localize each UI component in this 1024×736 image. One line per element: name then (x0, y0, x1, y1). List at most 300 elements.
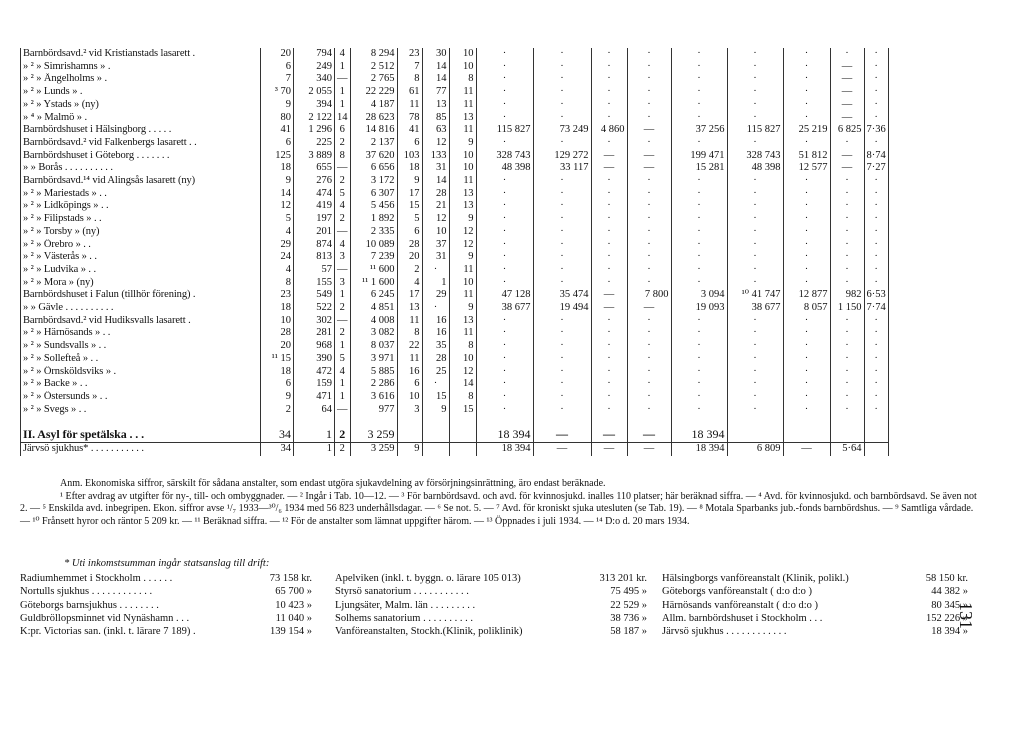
table-cell: · (591, 226, 627, 239)
footer-col-2 (335, 572, 647, 638)
table-cell: 3 259 (350, 443, 397, 456)
table-cell: 10 (449, 48, 476, 61)
table-cell: · (533, 99, 591, 112)
grant-amount: 139 154 » (270, 626, 312, 638)
table-cell: 12 (449, 226, 476, 239)
table-cell: 10 (449, 61, 476, 74)
table-cell: · (864, 200, 888, 213)
row-label: » ² » Västerås » . . (21, 251, 261, 264)
table-row (21, 86, 889, 99)
table-cell: · (627, 353, 671, 366)
table-cell: · (727, 188, 783, 201)
table-cell: 8 (397, 327, 422, 340)
table-cell: · (533, 200, 591, 213)
grant-amount: 11 040 » (275, 612, 312, 624)
footer-col-3 (662, 572, 968, 638)
table-cell: · (727, 213, 783, 226)
table-cell: 6·53 (864, 289, 888, 302)
table-cell: 968 (294, 340, 335, 353)
table-cell: · (864, 188, 888, 201)
grant-recipient: Göteborgs vanföreanstalt ( d:o d:o ) (662, 586, 812, 598)
row-label: » ² » Östersunds » . . (21, 391, 261, 404)
table-cell: — (627, 443, 671, 456)
grant-recipient: Styrsö sanatorium . . . . . . . . . . . (335, 586, 469, 598)
table-cell: · (727, 378, 783, 391)
table-cell: · (783, 277, 830, 290)
grant-recipient: Solhems sanatorium . . . . . . . . . . (335, 612, 473, 624)
table-row (21, 226, 889, 239)
table-cell: 29 (422, 289, 449, 302)
footer-grant-row (335, 612, 647, 625)
table-cell: 4 187 (350, 99, 397, 112)
table-cell: 47 128 (476, 289, 533, 302)
table-cell: 13 (449, 315, 476, 328)
table-cell: 281 (294, 327, 335, 340)
table-cell: · (864, 213, 888, 226)
table-cell: 394 (294, 99, 335, 112)
table-cell: · (864, 353, 888, 366)
table-cell: 19 093 (671, 302, 727, 315)
table-cell: · (671, 226, 727, 239)
table-cell: · (476, 315, 533, 328)
table-cell: 11 (449, 86, 476, 99)
table-row (21, 99, 889, 112)
table-cell: — (830, 61, 864, 74)
grant-amount: 58 187 » (610, 626, 647, 638)
table-cell: · (627, 175, 671, 188)
table-cell: — (591, 302, 627, 315)
table-cell: · (864, 73, 888, 86)
table-cell: 155 (294, 277, 335, 290)
table-cell: 31 (422, 251, 449, 264)
row-label: Järvsö sjukhus* . . . . . . . . . . . (21, 443, 261, 456)
table-cell: · (533, 73, 591, 86)
table-cell: 471 (294, 391, 335, 404)
table-cell: 11 (449, 124, 476, 137)
table-cell: 77 (422, 86, 449, 99)
table-cell: · (864, 366, 888, 379)
table-cell: 2 122 (294, 112, 335, 125)
table-cell: 3 616 (350, 391, 397, 404)
table-cell: 12 (261, 200, 294, 213)
table-cell: · (783, 404, 830, 417)
table-cell: 3 172 (350, 175, 397, 188)
grant-recipient: Nortulls sjukhus . . . . . . . . . . . . (20, 586, 153, 598)
footer-col-1 (20, 572, 312, 638)
table-cell: · (627, 277, 671, 290)
row-label: » ² » Ängelholms » . (21, 73, 261, 86)
table-cell: ¹¹ 1 600 (350, 277, 397, 290)
table-row (21, 327, 889, 340)
table-cell: 6 656 (350, 162, 397, 175)
table-cell: 1 (335, 289, 351, 302)
table-cell: · (864, 391, 888, 404)
table-cell: 328 743 (476, 150, 533, 163)
table-cell: · (783, 315, 830, 328)
table-cell: — (335, 315, 351, 328)
table-cell: · (783, 251, 830, 264)
table-cell: 5 456 (350, 200, 397, 213)
table-cell: · (591, 353, 627, 366)
table-cell: · (727, 175, 783, 188)
table-row (21, 426, 889, 443)
table-cell: 474 (294, 188, 335, 201)
table-cell: · (671, 404, 727, 417)
table-cell: 13 (449, 188, 476, 201)
grant-amount: 38 736 » (610, 612, 647, 624)
table-cell: 129 272 (533, 150, 591, 163)
table-cell: 18 (261, 162, 294, 175)
table-cell: 16 (422, 327, 449, 340)
footer-grant-row (662, 572, 968, 585)
table-cell: 38 677 (476, 302, 533, 315)
table-cell: 5 (335, 188, 351, 201)
footer-grant-row (662, 599, 968, 612)
table-cell: 1 (422, 277, 449, 290)
table-cell: 7 239 (350, 251, 397, 264)
table-cell: · (476, 277, 533, 290)
table-cell: · (727, 251, 783, 264)
table-cell: 1 (335, 378, 351, 391)
table-body (21, 48, 889, 456)
table-cell: 8 (449, 73, 476, 86)
table-cell: · (533, 327, 591, 340)
table-cell: · (727, 48, 783, 61)
table-cell: · (783, 264, 830, 277)
table-cell: 14 (422, 175, 449, 188)
table-cell: 24 (261, 251, 294, 264)
table-cell: · (533, 366, 591, 379)
table-cell: · (830, 137, 864, 150)
table-cell: · (476, 353, 533, 366)
table-cell: · (627, 315, 671, 328)
table-cell: · (476, 340, 533, 353)
table-cell: · (533, 188, 591, 201)
table-cell: 10 089 (350, 239, 397, 252)
table-row (21, 315, 889, 328)
table-cell: 11 (449, 175, 476, 188)
table-cell: 28 (422, 188, 449, 201)
table-cell: 2 512 (350, 61, 397, 74)
table-cell: 28 (261, 327, 294, 340)
table-cell: 73 249 (533, 124, 591, 137)
table-cell: 10 (449, 277, 476, 290)
table-cell: · (830, 277, 864, 290)
table-cell: 197 (294, 213, 335, 226)
table-cell: 11 (449, 99, 476, 112)
table-cell: 225 (294, 137, 335, 150)
table-cell: · (830, 366, 864, 379)
row-label: » ² » Örnsköldsviks » . (21, 366, 261, 379)
table-cell: 982 (830, 289, 864, 302)
table-cell: 12 577 (783, 162, 830, 175)
table-cell: 6 (261, 378, 294, 391)
table-cell: · (533, 404, 591, 417)
table-cell: · (864, 61, 888, 74)
table-cell: 41 (261, 124, 294, 137)
table-cell: — (627, 150, 671, 163)
table-cell: — (335, 404, 351, 417)
table-cell: 28 (397, 239, 422, 252)
table-cell: · (627, 213, 671, 226)
table-cell: 125 (261, 150, 294, 163)
grant-recipient: Allm. barnbördshuset i Stockholm . . . (662, 612, 823, 624)
row-label: » ² » Mora » (ny) (21, 277, 261, 290)
table-cell: 23 (261, 289, 294, 302)
table-cell: · (671, 340, 727, 353)
table-cell: · (830, 340, 864, 353)
table-cell: 13 (397, 302, 422, 315)
table-cell: — (830, 162, 864, 175)
table-cell: 18 (261, 366, 294, 379)
table-cell: · (783, 391, 830, 404)
table-cell (449, 426, 476, 443)
table-cell: — (591, 150, 627, 163)
table-cell: 12 (422, 137, 449, 150)
table-cell (783, 426, 830, 443)
grant-recipient: Härnösands vanföreanstalt ( d:o d:o ) (662, 599, 818, 611)
table-cell: 15 (397, 200, 422, 213)
grant-amount: 10 423 » (275, 599, 312, 611)
table-cell: · (671, 188, 727, 201)
table-cell: · (476, 112, 533, 125)
table-cell: 14 (422, 61, 449, 74)
table-cell: 30 (422, 48, 449, 61)
table-cell: — (591, 443, 627, 456)
state-grant-heading: * Uti inkomstsumman ingår statsanslag till drift: (64, 558, 270, 569)
table-cell: 419 (294, 200, 335, 213)
table-cell: 11 (449, 289, 476, 302)
table-cell: 9 (397, 443, 422, 456)
table-cell: 115 827 (476, 124, 533, 137)
footer-grant-row (20, 585, 312, 598)
grant-recipient: Ljungsäter, Malm. län . . . . . . . . . (335, 599, 476, 611)
table-cell: · (476, 366, 533, 379)
table-cell: · (591, 366, 627, 379)
table-cell: — (783, 443, 830, 456)
table-cell: · (627, 226, 671, 239)
table-cell: · (627, 327, 671, 340)
table-cell: · (476, 137, 533, 150)
page-number: 131 (956, 602, 976, 629)
grant-recipient: Guldbröllopsminnet vid Nynäshamn . . . (20, 612, 190, 624)
table-cell: 7 800 (627, 289, 671, 302)
table-cell: 13 (422, 99, 449, 112)
table-row (21, 150, 889, 163)
table-cell: 20 (397, 251, 422, 264)
table-cell: 199 471 (671, 150, 727, 163)
table-cell: · (533, 239, 591, 252)
table-cell (422, 443, 449, 456)
table-cell: · (727, 340, 783, 353)
table-cell: 34 (261, 443, 294, 456)
table-cell: · (533, 175, 591, 188)
table-cell: 16 (397, 366, 422, 379)
row-label: » ² » Ludvika » . . (21, 264, 261, 277)
table-cell: · (533, 112, 591, 125)
table-cell: · (533, 340, 591, 353)
table-cell: · (864, 175, 888, 188)
grant-amount: 44 382 » (931, 586, 968, 598)
table-cell: · (783, 239, 830, 252)
table-cell: · (591, 175, 627, 188)
table-cell: · (830, 226, 864, 239)
table-cell: · (830, 239, 864, 252)
table-cell: 13 (449, 200, 476, 213)
table-cell: · (422, 264, 449, 277)
table-cell: 10 (449, 353, 476, 366)
table-cell: · (727, 61, 783, 74)
table-cell: 1 (335, 340, 351, 353)
table-cell: · (476, 175, 533, 188)
table-cell: 249 (294, 61, 335, 74)
table-cell: 10 (261, 315, 294, 328)
table-cell: · (864, 264, 888, 277)
table-cell: · (727, 277, 783, 290)
table-cell: · (727, 86, 783, 99)
table-cell: 7·36 (864, 124, 888, 137)
row-label: » ² » Filipstads » . . (21, 213, 261, 226)
table-cell: 28 (422, 353, 449, 366)
table-cell: 5 (397, 213, 422, 226)
table-cell: 276 (294, 175, 335, 188)
table-cell: 2 335 (350, 226, 397, 239)
table-row (21, 239, 889, 252)
table-cell: · (783, 213, 830, 226)
table-cell: · (533, 137, 591, 150)
table-cell: 4 (261, 226, 294, 239)
table-row (21, 264, 889, 277)
table-cell: 14 816 (350, 124, 397, 137)
table-cell: · (671, 112, 727, 125)
table-cell: · (864, 226, 888, 239)
footer-grant-row (20, 599, 312, 612)
table-cell: 2 (335, 443, 351, 456)
table-cell: · (627, 112, 671, 125)
footer-grant-row (662, 625, 968, 638)
grant-amount: 152 226 » (926, 612, 968, 624)
table-row (21, 137, 889, 150)
table-cell: · (671, 391, 727, 404)
table-cell: 6 (397, 137, 422, 150)
row-label: » » Gävle . . . . . . . . . . (21, 302, 261, 315)
table-cell: 8 (449, 340, 476, 353)
grant-amount: 75 495 » (610, 586, 647, 598)
table-cell: · (476, 264, 533, 277)
table-cell: 159 (294, 378, 335, 391)
table-cell: · (671, 175, 727, 188)
table-cell: 5·64 (830, 443, 864, 456)
table-cell: · (591, 391, 627, 404)
table-cell: · (783, 112, 830, 125)
table-cell: · (533, 213, 591, 226)
table-cell: · (830, 213, 864, 226)
table-row (21, 353, 889, 366)
table-cell: · (783, 353, 830, 366)
table-cell: · (627, 188, 671, 201)
table-row (21, 112, 889, 125)
table-cell: 655 (294, 162, 335, 175)
table-cell: · (591, 73, 627, 86)
table-cell: — (627, 426, 671, 443)
table-cell: 522 (294, 302, 335, 315)
row-label: Barnbördsavd.² vid Hudiksvalls lasarett . (21, 315, 261, 328)
table-cell: · (783, 188, 830, 201)
table-cell: · (864, 315, 888, 328)
table-cell: · (627, 264, 671, 277)
table-cell: 28 623 (350, 112, 397, 125)
table-cell: 6 825 (830, 124, 864, 137)
table-cell (397, 426, 422, 443)
table-cell: · (533, 277, 591, 290)
footer-grant-row (335, 572, 647, 585)
table-cell: 2 (261, 404, 294, 417)
table-cell: · (864, 239, 888, 252)
table-cell: · (830, 404, 864, 417)
table-cell: 6 (397, 378, 422, 391)
row-label: Barnbördsavd.² vid Falkenbergs lasarett . . (21, 137, 261, 150)
table-cell: 4 (335, 48, 351, 61)
table-cell: · (671, 239, 727, 252)
table-cell: 5 (261, 213, 294, 226)
table-cell: 2 (335, 426, 351, 443)
table-cell: 9 (449, 137, 476, 150)
row-label: Barnbördsavd.¹⁴ vid Alingsås lasarett (ny) (21, 175, 261, 188)
table-cell: 133 (422, 150, 449, 163)
table-cell: · (476, 86, 533, 99)
grant-recipient: K:pr. Victorias san. (inkl. t. lärare 7 189) . (20, 626, 196, 638)
table-cell: · (727, 391, 783, 404)
row-label: Barnbördshuset i Hälsingborg . . . . . (21, 124, 261, 137)
table-cell: 78 (397, 112, 422, 125)
table-cell: · (591, 327, 627, 340)
table-cell: — (830, 99, 864, 112)
table-cell: · (671, 86, 727, 99)
table-cell: 6 (261, 61, 294, 74)
table-cell: · (627, 366, 671, 379)
grant-amount: 65 700 » (275, 586, 312, 598)
table-cell: 63 (422, 124, 449, 137)
table-cell: 8 (335, 150, 351, 163)
table-cell: 31 (422, 162, 449, 175)
table-cell: 61 (397, 86, 422, 99)
table-cell: 1 (294, 426, 335, 443)
table-cell: · (533, 48, 591, 61)
table-cell: 3 094 (671, 289, 727, 302)
table-cell: · (671, 61, 727, 74)
table-cell: 3 259 (350, 426, 397, 443)
table-cell: 9 (261, 99, 294, 112)
table-cell: 8 057 (783, 302, 830, 315)
table-cell: · (727, 112, 783, 125)
table-cell: · (591, 315, 627, 328)
table-cell: · (671, 378, 727, 391)
table-cell: · (830, 315, 864, 328)
table-cell: 1 (335, 61, 351, 74)
grant-recipient: Apelviken (inkl. t. byggn. o. lärare 105 013) (335, 573, 521, 584)
table-cell: · (533, 61, 591, 74)
table-cell: — (627, 124, 671, 137)
table-cell: · (476, 73, 533, 86)
table-cell: 48 398 (727, 162, 783, 175)
table-cell: 549 (294, 289, 335, 302)
table-cell: ³ 70 (261, 86, 294, 99)
row-label: » ² » Sundsvalls » . . (21, 340, 261, 353)
table-cell: — (533, 426, 591, 443)
table-cell: · (476, 327, 533, 340)
table-cell: · (476, 391, 533, 404)
table-cell: · (627, 73, 671, 86)
